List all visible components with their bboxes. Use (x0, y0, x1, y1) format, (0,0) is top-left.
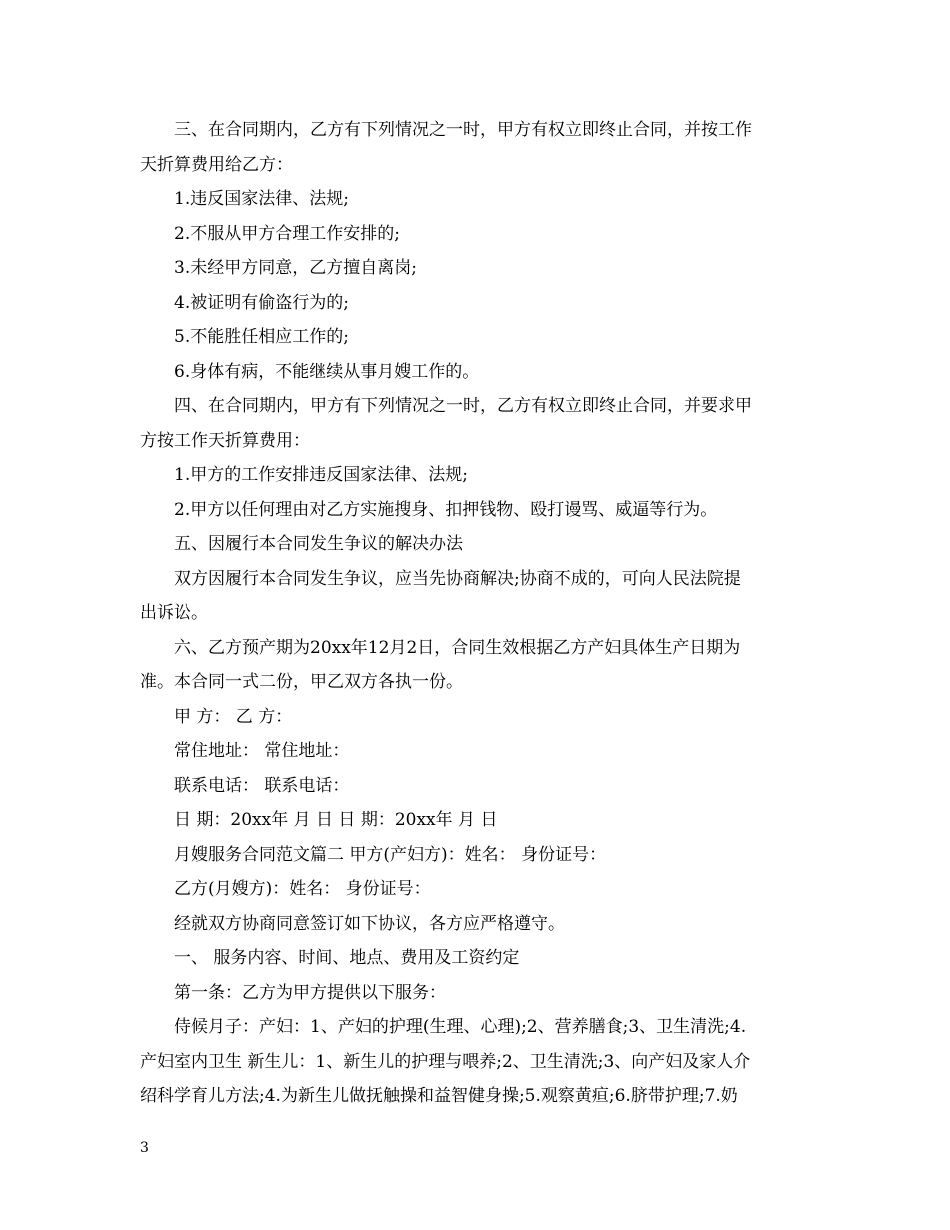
text-line: 绍科学育儿方法;4.为新生儿做抚触操和益智健身操;5.观察黄疸;6.脐带护理;7.奶 (140, 1086, 738, 1106)
text-line: 常住地址： 常住地址： (174, 741, 350, 761)
text-line: 方按工作天折算费用： (140, 430, 310, 451)
text-line: 1.甲方的工作安排违反国家法律、法规; (174, 465, 468, 485)
text-line: 4.被证明有偷盗行为的; (174, 292, 349, 313)
text-line: 乙方(月嫂方)：姓名： 身份证号： (174, 879, 431, 899)
text-line: 六、乙方预产期为20xx年12月2日，合同生效根据乙方产妇具体生产日期为 (174, 637, 741, 658)
text-line: 一、 服务内容、时间、地点、费用及工资约定 (174, 948, 520, 968)
text-line: 日 期：20xx年 月 日 日 期：20xx年 月 日 (174, 810, 498, 830)
text-line: 五、因履行本合同发生争议的解决办法 (174, 534, 463, 554)
text-line: 双方因履行本合同发生争议，应当先协商解决;协商不成的，可向人民法院提 (174, 568, 741, 589)
text-line: 6.身体有病，不能继续从事月嫂工作的。 (174, 361, 480, 382)
text-line: 联系电话： 联系电话： (174, 775, 350, 796)
text-line: 3.未经甲方同意，乙方擅自离岗; (174, 258, 417, 278)
text-line: 天折算费用给乙方： (140, 154, 293, 175)
text-line: 侍候月子：产妇：1、产妇的护理(生理、心理);2、营养膳食;3、卫生清洗;4. (174, 1017, 747, 1037)
page-number: 3 (140, 1140, 149, 1156)
text-line: 2.甲方以任何理由对乙方实施搜身、扣押钱物、殴打谩骂、威逼等行为。 (174, 499, 718, 520)
document-body (140, 113, 820, 1114)
text-line: 产妇室内卫生 新生儿：1、新生儿的护理与喂养;2、卫生清洗;3、向产妇及家人介 (140, 1051, 751, 1072)
text-line: 2.不服从甲方合理工作安排的; (174, 223, 400, 244)
text-line: 准。本合同一式二份，甲乙双方各执一份。 (140, 672, 463, 692)
text-line: 第一条：乙方为甲方提供以下服务： (174, 982, 446, 1003)
text-line: 三、在合同期内，乙方有下列情况之一时，甲方有权立即终止合同，并按工作 (174, 120, 752, 140)
text-line: 出诉讼。 (140, 603, 208, 623)
text-line: 月嫂服务合同范文篇二 甲方(产妇方)：姓名： 身份证号： (174, 844, 607, 865)
text-line: 甲 方： 乙 方： (174, 706, 293, 727)
text-line: 5.不能胜任相应工作的; (174, 327, 349, 347)
text-line: 1.违反国家法律、法规; (174, 189, 349, 209)
text-line: 经就双方协商同意签订如下协议，各方应严格遵守。 (174, 913, 565, 934)
text-line: 四、在合同期内，甲方有下列情况之一时，乙方有权立即终止合同，并要求甲 (174, 396, 752, 416)
